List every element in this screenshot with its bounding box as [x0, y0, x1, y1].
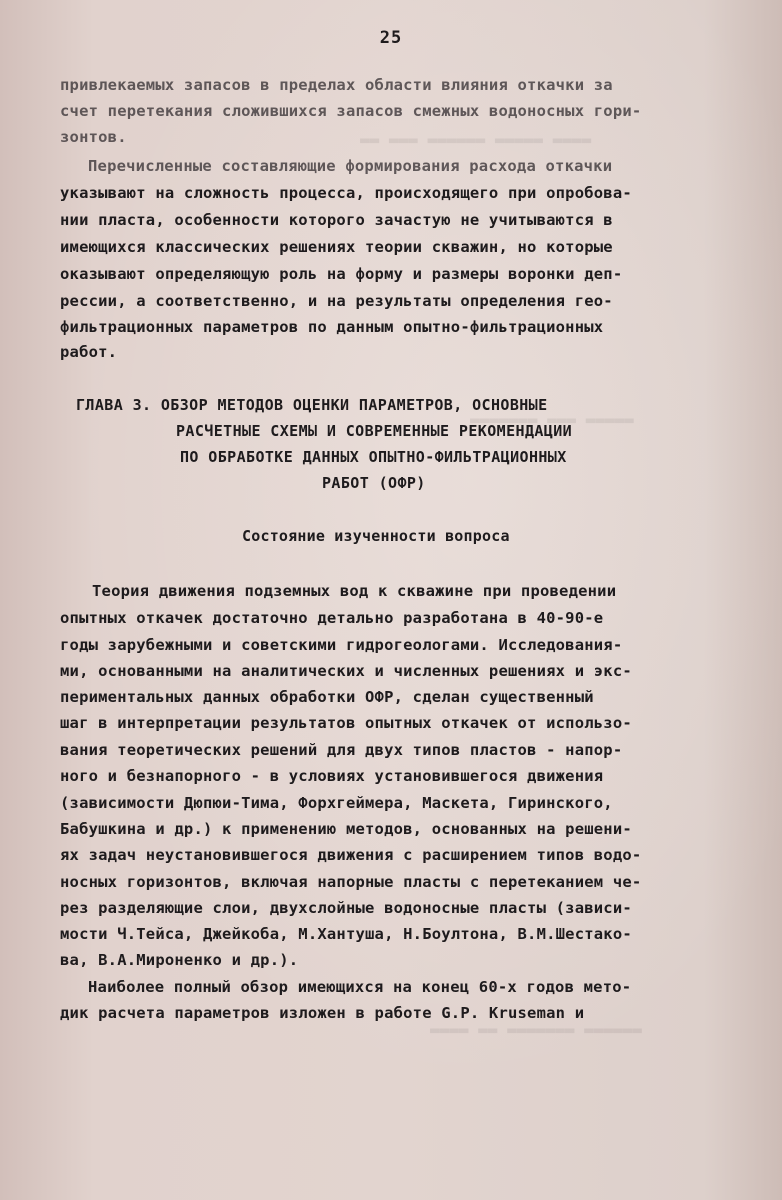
- text-line: мости Ч.Тейса, Джейкоба, М.Хантуша, Н.Боултона, В.М.Шестако-: [60, 925, 632, 943]
- show-through-text: ▬▬▬▬▬▬ ▬▬▬▬▬▬▬ ▬▬ ▬▬▬▬: [430, 1020, 642, 1039]
- text-line: Перечисленные составляющие формирования расхода откачки: [88, 157, 613, 175]
- text-line: имеющихся классических решениях теории скважин, но которые: [60, 238, 613, 256]
- text-line: привлекаемых запасов в пределах области влияния откачки за: [60, 76, 613, 94]
- text-line: шаг в интерпретации результатов опытных откачек от использо-: [60, 714, 632, 732]
- text-line: Наиболее полный обзор имеющихся на конец 60-х годов мето-: [88, 978, 632, 996]
- text-line: рессии, а соответственно, и на результаты определения гео-: [60, 292, 613, 310]
- page-number: 25: [379, 28, 403, 48]
- chapter-heading-line: ГЛАВА 3. ОБЗОР МЕТОДОВ ОЦЕНКИ ПАРАМЕТРОВ, ОСНОВНЫЕ: [76, 396, 548, 414]
- text-line: (зависимости Дюпюи-Тима, Форхгеймера, Маскета, Гиринского,: [60, 794, 613, 812]
- text-line: зонтов.: [60, 128, 127, 146]
- text-line: ва, В.А.Мироненко и др.).: [60, 951, 299, 969]
- text-line: вания теоретических решений для двух типов пластов - напор-: [60, 741, 623, 759]
- text-line: периментальных данных обработки ОФР, сделан существенный: [60, 688, 594, 706]
- text-line: дик расчета параметров изложен в работе G.P. Kruseman и: [60, 1004, 585, 1022]
- chapter-heading-line: РАСЧЕТНЫЕ СХЕМЫ И СОВРЕМЕННЫЕ РЕКОМЕНДАЦИИ: [176, 422, 573, 440]
- text-line: фильтрационных параметров по данным опытно-фильтрационных: [60, 318, 604, 336]
- section-heading: Состояние изученности вопроса: [242, 527, 510, 545]
- show-through-text: ▬▬▬▬▬ ▬▬▬ ▬▬▬▬▬▬▬: [470, 410, 634, 429]
- text-line: ми, основанными на аналитических и численных решениях и экс-: [60, 662, 632, 680]
- text-line: носных горизонтов, включая напорные пласты с перетеканием че-: [60, 873, 642, 891]
- chapter-heading-line: ПО ОБРАБОТКЕ ДАННЫХ ОПЫТНО-ФИЛЬТРАЦИОННЫХ: [180, 448, 567, 466]
- text-line: рез разделяющие слои, двухслойные водоносные пласты (зависи-: [60, 899, 632, 917]
- show-through-text: ▬▬▬▬ ▬▬▬▬▬ ▬▬▬▬▬▬ ▬▬▬ ▬▬: [360, 130, 592, 149]
- text-line: оказывают определяющую роль на форму и размеры воронки деп-: [60, 265, 623, 283]
- text-line: ях задач неустановившегося движения с расширением типов водо-: [60, 846, 642, 864]
- text-line: Теория движения подземных вод к скважине при проведении: [92, 582, 617, 600]
- text-line: Бабушкина и др.) к применению методов, основанных на решени-: [60, 820, 632, 838]
- chapter-heading-line: РАБОТ (ОФР): [322, 474, 426, 492]
- text-line: работ.: [60, 343, 118, 361]
- text-line: годы зарубежными и советскими гидрогеологами. Исследования-: [60, 636, 623, 654]
- text-line: счет перетекания сложившихся запасов смежных водоносных гори-: [60, 102, 642, 120]
- text-line: ного и безнапорного - в условиях установившегося движения: [60, 767, 604, 785]
- text-line: нии пласта, особенности которого зачастую не учитываются в: [60, 211, 613, 229]
- text-line: указывают на сложность процесса, происходящего при опробова-: [60, 184, 632, 202]
- text-line: опытных откачек достаточно детально разработана в 40-90-е: [60, 609, 604, 627]
